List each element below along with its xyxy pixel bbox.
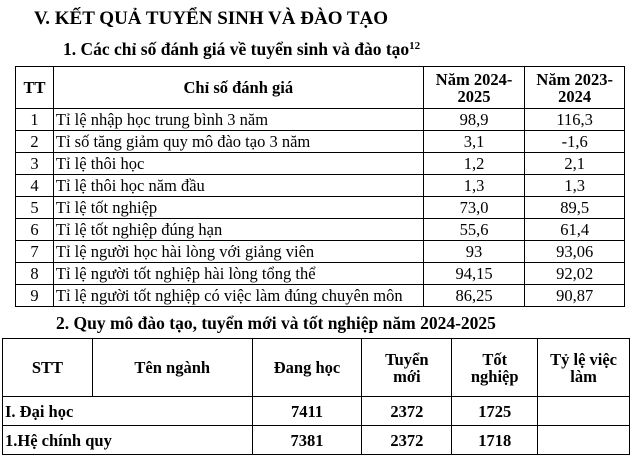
header-major-name: Tên ngành xyxy=(92,339,252,397)
table-row xyxy=(16,263,625,285)
header-new-enrollment xyxy=(362,339,452,397)
new-enrollment-count: 2372 xyxy=(362,426,452,455)
header-year-2024-2025 xyxy=(423,67,525,109)
value-2024-2025: 55,6 xyxy=(423,219,525,241)
section-title: V. KẾT QUẢ TUYỂN SINH VÀ ĐÀO TẠO xyxy=(34,8,389,29)
indicator-label: Tỉ lệ thôi học năm đầu xyxy=(53,175,423,197)
value-2023-2024: 92,02 xyxy=(525,263,625,285)
indicator-label: Tỉ lệ tốt nghiệp đúng hạn xyxy=(53,219,423,241)
header-new-line1: Tuyển xyxy=(385,349,429,369)
employment-rate xyxy=(538,397,630,426)
row-number: 9 xyxy=(16,285,54,307)
table-row xyxy=(16,109,625,131)
value-2024-2025: 98,9 xyxy=(423,109,525,131)
indicator-label: Tỉ lệ người học hài lòng với giảng viên xyxy=(53,241,423,263)
row-number: 4 xyxy=(16,175,54,197)
studying-count: 7411 xyxy=(252,397,362,426)
value-2024-2025: 93 xyxy=(423,241,525,263)
subsection-1-title: 1. Các chỉ số đánh giá về tuyển sinh và đào tạo xyxy=(63,39,410,59)
indicator-label: Tỉ số tăng giảm quy mô đào tạo 3 năm xyxy=(53,131,423,153)
value-2023-2024: 2,1 xyxy=(525,153,625,175)
value-2023-2024: 90,87 xyxy=(525,285,625,307)
value-2023-2024: -1,6 xyxy=(525,131,625,153)
evaluation-indicators-table xyxy=(15,66,625,307)
subsection-2-title: 2. Quy mô đào tạo, tuyển mới và tốt nghiệp năm 2024-2025 xyxy=(56,313,496,333)
value-2024-2025: 3,1 xyxy=(423,131,525,153)
studying-count: 7381 xyxy=(252,426,362,455)
indicator-label: Tỉ lệ người tốt nghiệp hài lòng tổng thể xyxy=(53,263,423,285)
table-row xyxy=(3,397,630,426)
header-indicator: Chỉ số đánh giá xyxy=(53,67,423,109)
header-year1-line1: Năm 2024- xyxy=(435,69,513,89)
table-header-row xyxy=(16,67,625,109)
value-2023-2024: 116,3 xyxy=(525,109,625,131)
header-year-2023-2024 xyxy=(525,67,625,109)
row-label: I. Đại học xyxy=(3,397,253,426)
footnote-ref: 12 xyxy=(409,40,421,52)
value-2024-2025: 1,2 xyxy=(423,153,525,175)
table-row xyxy=(16,197,625,219)
row-number: 6 xyxy=(16,219,54,241)
value-2024-2025: 1,3 xyxy=(423,175,525,197)
header-grad-line2: nghiệp xyxy=(470,366,519,386)
table-row xyxy=(16,153,625,175)
header-emp-line1: Tỷ lệ việc xyxy=(550,349,618,369)
row-number: 7 xyxy=(16,241,54,263)
header-studying: Đang học xyxy=(252,339,362,397)
graduated-count: 1718 xyxy=(452,426,538,455)
table-row xyxy=(16,285,625,307)
row-label: 1.Hệ chính quy xyxy=(3,426,253,455)
training-scale-table xyxy=(2,338,630,455)
indicator-label: Tỉ lệ thôi học xyxy=(53,153,423,175)
header-year2-line1: Năm 2023- xyxy=(536,69,613,89)
header-stt: STT xyxy=(3,339,93,397)
header-tt: TT xyxy=(16,67,54,109)
header-emp-line2: làm xyxy=(570,366,597,386)
header-graduated xyxy=(452,339,538,397)
table-row xyxy=(16,219,625,241)
row-number: 3 xyxy=(16,153,54,175)
row-number: 2 xyxy=(16,131,54,153)
table-row xyxy=(3,426,630,455)
subsection-1-heading xyxy=(63,39,420,60)
indicator-label: Tỉ lệ người tốt nghiệp có việc làm đúng chuyên môn xyxy=(53,285,423,307)
value-2024-2025: 86,25 xyxy=(423,285,525,307)
header-employment-rate xyxy=(538,339,630,397)
graduated-count: 1725 xyxy=(452,397,538,426)
table-row xyxy=(16,175,625,197)
indicator-label: Tỉ lệ tốt nghiệp xyxy=(53,197,423,219)
row-number: 1 xyxy=(16,109,54,131)
header-year1-line2: 2025 xyxy=(457,86,491,106)
table-row xyxy=(16,131,625,153)
value-2023-2024: 89,5 xyxy=(525,197,625,219)
value-2023-2024: 1,3 xyxy=(525,175,625,197)
value-2024-2025: 94,15 xyxy=(423,263,525,285)
employment-rate xyxy=(538,426,630,455)
header-new-line2: mới xyxy=(393,366,421,386)
header-year2-line2: 2024 xyxy=(558,86,592,106)
indicator-label: Tỉ lệ nhập học trung bình 3 năm xyxy=(53,109,423,131)
table-header-row xyxy=(3,339,630,397)
row-number: 8 xyxy=(16,263,54,285)
new-enrollment-count: 2372 xyxy=(362,397,452,426)
header-grad-line1: Tốt xyxy=(482,349,508,369)
value-2024-2025: 73,0 xyxy=(423,197,525,219)
table-row xyxy=(16,241,625,263)
row-number: 5 xyxy=(16,197,54,219)
value-2023-2024: 61,4 xyxy=(525,219,625,241)
value-2023-2024: 93,06 xyxy=(525,241,625,263)
